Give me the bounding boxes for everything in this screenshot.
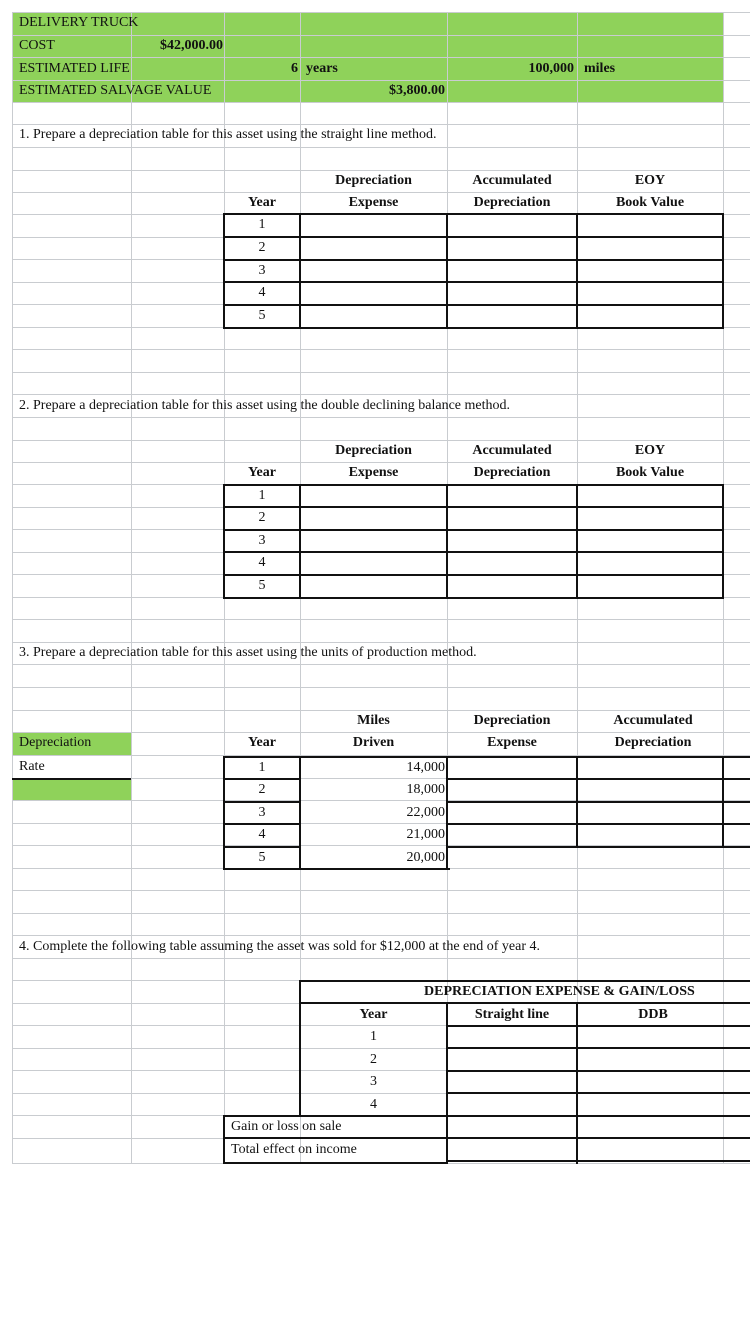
s1-acc-header-top: Accumulated <box>472 173 552 188</box>
s3-miles-5: 20,000 <box>406 850 445 865</box>
s1-year-1: 1 <box>258 217 266 232</box>
s1-dep-header-bottom: Expense <box>348 195 399 210</box>
s2-acc-header-bottom: Depreciation <box>473 465 551 480</box>
s4-year-2: 2 <box>370 1052 377 1067</box>
s1-year-header: Year <box>248 195 276 210</box>
cost-value: $42,000.00 <box>160 38 223 53</box>
gridline <box>12 913 750 914</box>
gridline <box>12 349 750 350</box>
s3-miles-4: 21,000 <box>406 827 445 842</box>
section2-prompt: 2. Prepare a depreciation table for this asset using the double declining balance method. <box>19 398 511 413</box>
s1-year-2: 2 <box>258 240 266 255</box>
life-miles: 100,000 <box>528 61 574 76</box>
s3-miles-header-top: Miles <box>357 713 390 728</box>
s1-dep-header-top: Depreciation <box>335 173 412 188</box>
cost-label: COST <box>19 38 55 53</box>
s3-year-4: 4 <box>258 827 266 842</box>
s1-year-4: 4 <box>258 285 266 300</box>
total-effect-label: Total effect on income <box>231 1142 357 1157</box>
s2-acc-header-top: Accumulated <box>472 443 552 458</box>
s3-miles-2: 18,000 <box>406 782 445 797</box>
s3-acc-header-bottom: Depreciation <box>614 735 692 750</box>
s1-eoy-header-top: EOY <box>634 173 666 188</box>
s2-year-2: 2 <box>258 510 266 525</box>
gridline <box>12 102 750 103</box>
years-unit: years <box>306 61 338 76</box>
s3-year-header: Year <box>248 735 276 750</box>
gridline <box>12 147 750 148</box>
gridline <box>12 664 750 665</box>
asset-title: DELIVERY TRUCK <box>19 15 139 30</box>
s2-year-3: 3 <box>258 533 266 548</box>
gridline <box>12 372 750 373</box>
s4-table-title: DEPRECIATION EXPENSE & GAIN/LOSS <box>424 984 695 999</box>
s4-year-3: 3 <box>370 1074 377 1089</box>
s1-eoy-header-bottom: Book Value <box>615 195 685 210</box>
s1-year-5: 5 <box>258 308 266 323</box>
s3-year-2: 2 <box>258 782 266 797</box>
gridline <box>12 619 750 620</box>
s4-year-1: 1 <box>370 1029 377 1044</box>
rate-highlight-bottom <box>12 778 131 801</box>
salvage-label: ESTIMATED SALVAGE VALUE <box>19 83 212 98</box>
gain-loss-label: Gain or loss on sale <box>231 1119 342 1134</box>
s3-year-3: 3 <box>258 805 266 820</box>
s3-year-5: 5 <box>258 850 266 865</box>
s3-miles-header-bottom: Driven <box>352 735 395 750</box>
miles-unit: miles <box>584 61 616 76</box>
s4-straight-line-header: Straight line <box>474 1007 550 1022</box>
s2-year-header: Year <box>248 465 276 480</box>
s1-acc-header-bottom: Depreciation <box>473 195 551 210</box>
s2-dep-header-bottom: Expense <box>348 465 399 480</box>
life-label: ESTIMATED LIFE <box>19 61 130 76</box>
rate-label-top: Depreciation <box>19 735 92 750</box>
section4-prompt: 4. Complete the following table assuming the asset was sold for $12,000 at the end of year 4. <box>19 939 541 954</box>
section1-prompt: 1. Prepare a depreciation table for this asset using the straight line method. <box>19 127 437 142</box>
s2-year-5: 5 <box>258 578 266 593</box>
s1-year-3: 3 <box>258 263 266 278</box>
s3-dep-header-top: Depreciation <box>473 713 551 728</box>
s3-acc-header-top: Accumulated <box>613 713 693 728</box>
rate-label-bottom: Rate <box>19 759 45 774</box>
gridline <box>12 35 750 36</box>
s3-miles-3: 22,000 <box>406 805 445 820</box>
gridline <box>12 417 750 418</box>
s2-year-1: 1 <box>258 488 266 503</box>
s2-year-4: 4 <box>258 555 266 570</box>
s2-eoy-header-top: EOY <box>634 443 666 458</box>
gridline <box>12 958 750 959</box>
s4-year-4: 4 <box>370 1097 377 1112</box>
section3-prompt: 3. Prepare a depreciation table for this asset using the units of production method. <box>19 645 477 660</box>
s2-dep-header-top: Depreciation <box>335 443 412 458</box>
s3-miles-1: 14,000 <box>406 760 445 775</box>
s4-year-header: Year <box>359 1007 388 1022</box>
s3-dep-header-bottom: Expense <box>487 735 537 750</box>
life-years: 6 <box>291 61 298 76</box>
s4-ddb-header: DDB <box>638 1007 668 1022</box>
gridline <box>12 890 750 891</box>
s2-eoy-header-bottom: Book Value <box>615 465 685 480</box>
s3-year-1: 1 <box>258 760 266 775</box>
gridline <box>12 687 750 688</box>
salvage-value: $3,800.00 <box>389 83 445 98</box>
